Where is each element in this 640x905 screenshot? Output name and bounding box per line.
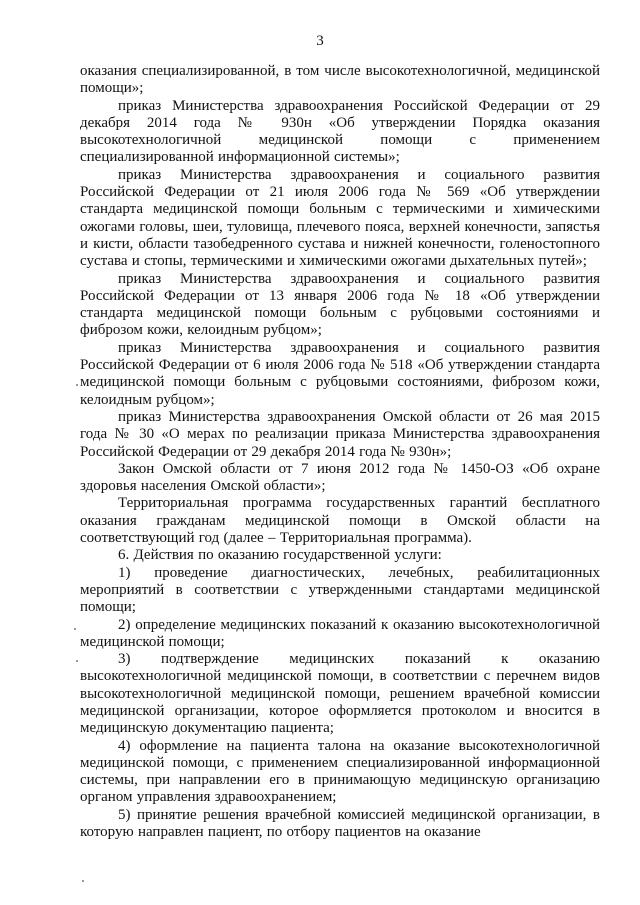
document-body: [80, 63, 600, 841]
paragraph-order-18: приказ Министерства здравоохранения и социального развития Российской Федерации от 13 января 2006 года № 18 «Об утверждении стандарта медицинской помощи больным с рубцовыми состояниями и фиброзом кожи, келоидным рубцом»;: [80, 270, 600, 339]
paragraph-continuation: оказания специализированной, в том числе высокотехнологичной, медицинской помощи»;: [80, 63, 600, 97]
paragraph-order-569: приказ Министерства здравоохранения и социального развития Российской Федерации от 21 июля 2006 года № 569 «Об утверждении стандарта медицинской помощи больным с термическими и химическими ожогами головы, шеи, туловища, плечевого пояса, верхней конечности, запястья и кисти, области тазобедренного сустава и нижней конечности, голеностопного сустава и стопы, термическими и химическими ожогами дыхательных путей»;: [80, 166, 600, 270]
page-number: 3: [316, 33, 324, 49]
scan-speck: [82, 880, 84, 882]
paragraph-item-3: 3) подтверждение медицинских показаний к оказанию высокотехнологичной медицинской помощи, в соответствии с перечнем видов высокотехнологичной медицинской помощи, решением врачебной комиссии медицинской организации, которое оформляется протоколом и вносится в медицинскую документацию пациента;: [80, 651, 600, 737]
scan-speck: [76, 384, 78, 386]
paragraph-item-5: 5) принятие решения врачебной комиссией медицинской организации, в которую направлен пациент, по отбору пациентов на оказание: [80, 806, 600, 841]
scan-speck: [76, 660, 78, 662]
paragraph-territorial-program: Территориальная программа государственных гарантий бесплатного оказания гражданам медицинской помощи в Омской области на соответствующий год (далее – Территориальная программа).: [80, 495, 600, 547]
paragraph-law-1450: Закон Омской области от 7 июня 2012 года № 1450-ОЗ «Об охране здоровья населения Омской области»;: [80, 460, 600, 495]
paragraph-order-930n: приказ Министерства здравоохранения Российской Федерации от 29 декабря 2014 года № 930н «Об утверждении Порядка оказания высокотехнологичной медицинской помощи с применением специализированной информационной системы»;: [80, 97, 600, 166]
scan-speck: [74, 628, 76, 630]
paragraph-order-omsk-30: приказ Министерства здравоохранения Омской области от 26 мая 2015 года № 30 «О мерах по реализации приказа Министерства здравоохранения Российской Федерации от 29 декабря 2014 года № 930н»;: [80, 408, 600, 460]
paragraph-item-1: 1) проведение диагностических, лечебных, реабилитационных мероприятий в соответствии с утвержденными стандартами медицинской помощи;: [80, 564, 600, 616]
paragraph-item-4: 4) оформление на пациента талона на оказание высокотехнологичной медицинской помощи, с применением специализированной информационной системы, при направлении его в принимающую медицинскую организацию органом управления здравоохранением;: [80, 737, 600, 806]
paragraph-item-2: 2) определение медицинских показаний к оказанию высокотехнологичной медицинской помощи;: [80, 616, 600, 650]
paragraph-order-518: приказ Министерства здравоохранения и социального развития Российской Федерации от 6 июля 2006 года № 518 «Об утверждении стандарта медицинской помощи больным с рубцовыми состояниями, фиброзом кожи, келоидным рубцом»;: [80, 339, 600, 408]
paragraph-section-6-heading: 6. Действия по оказанию государственной услуги:: [118, 547, 442, 564]
